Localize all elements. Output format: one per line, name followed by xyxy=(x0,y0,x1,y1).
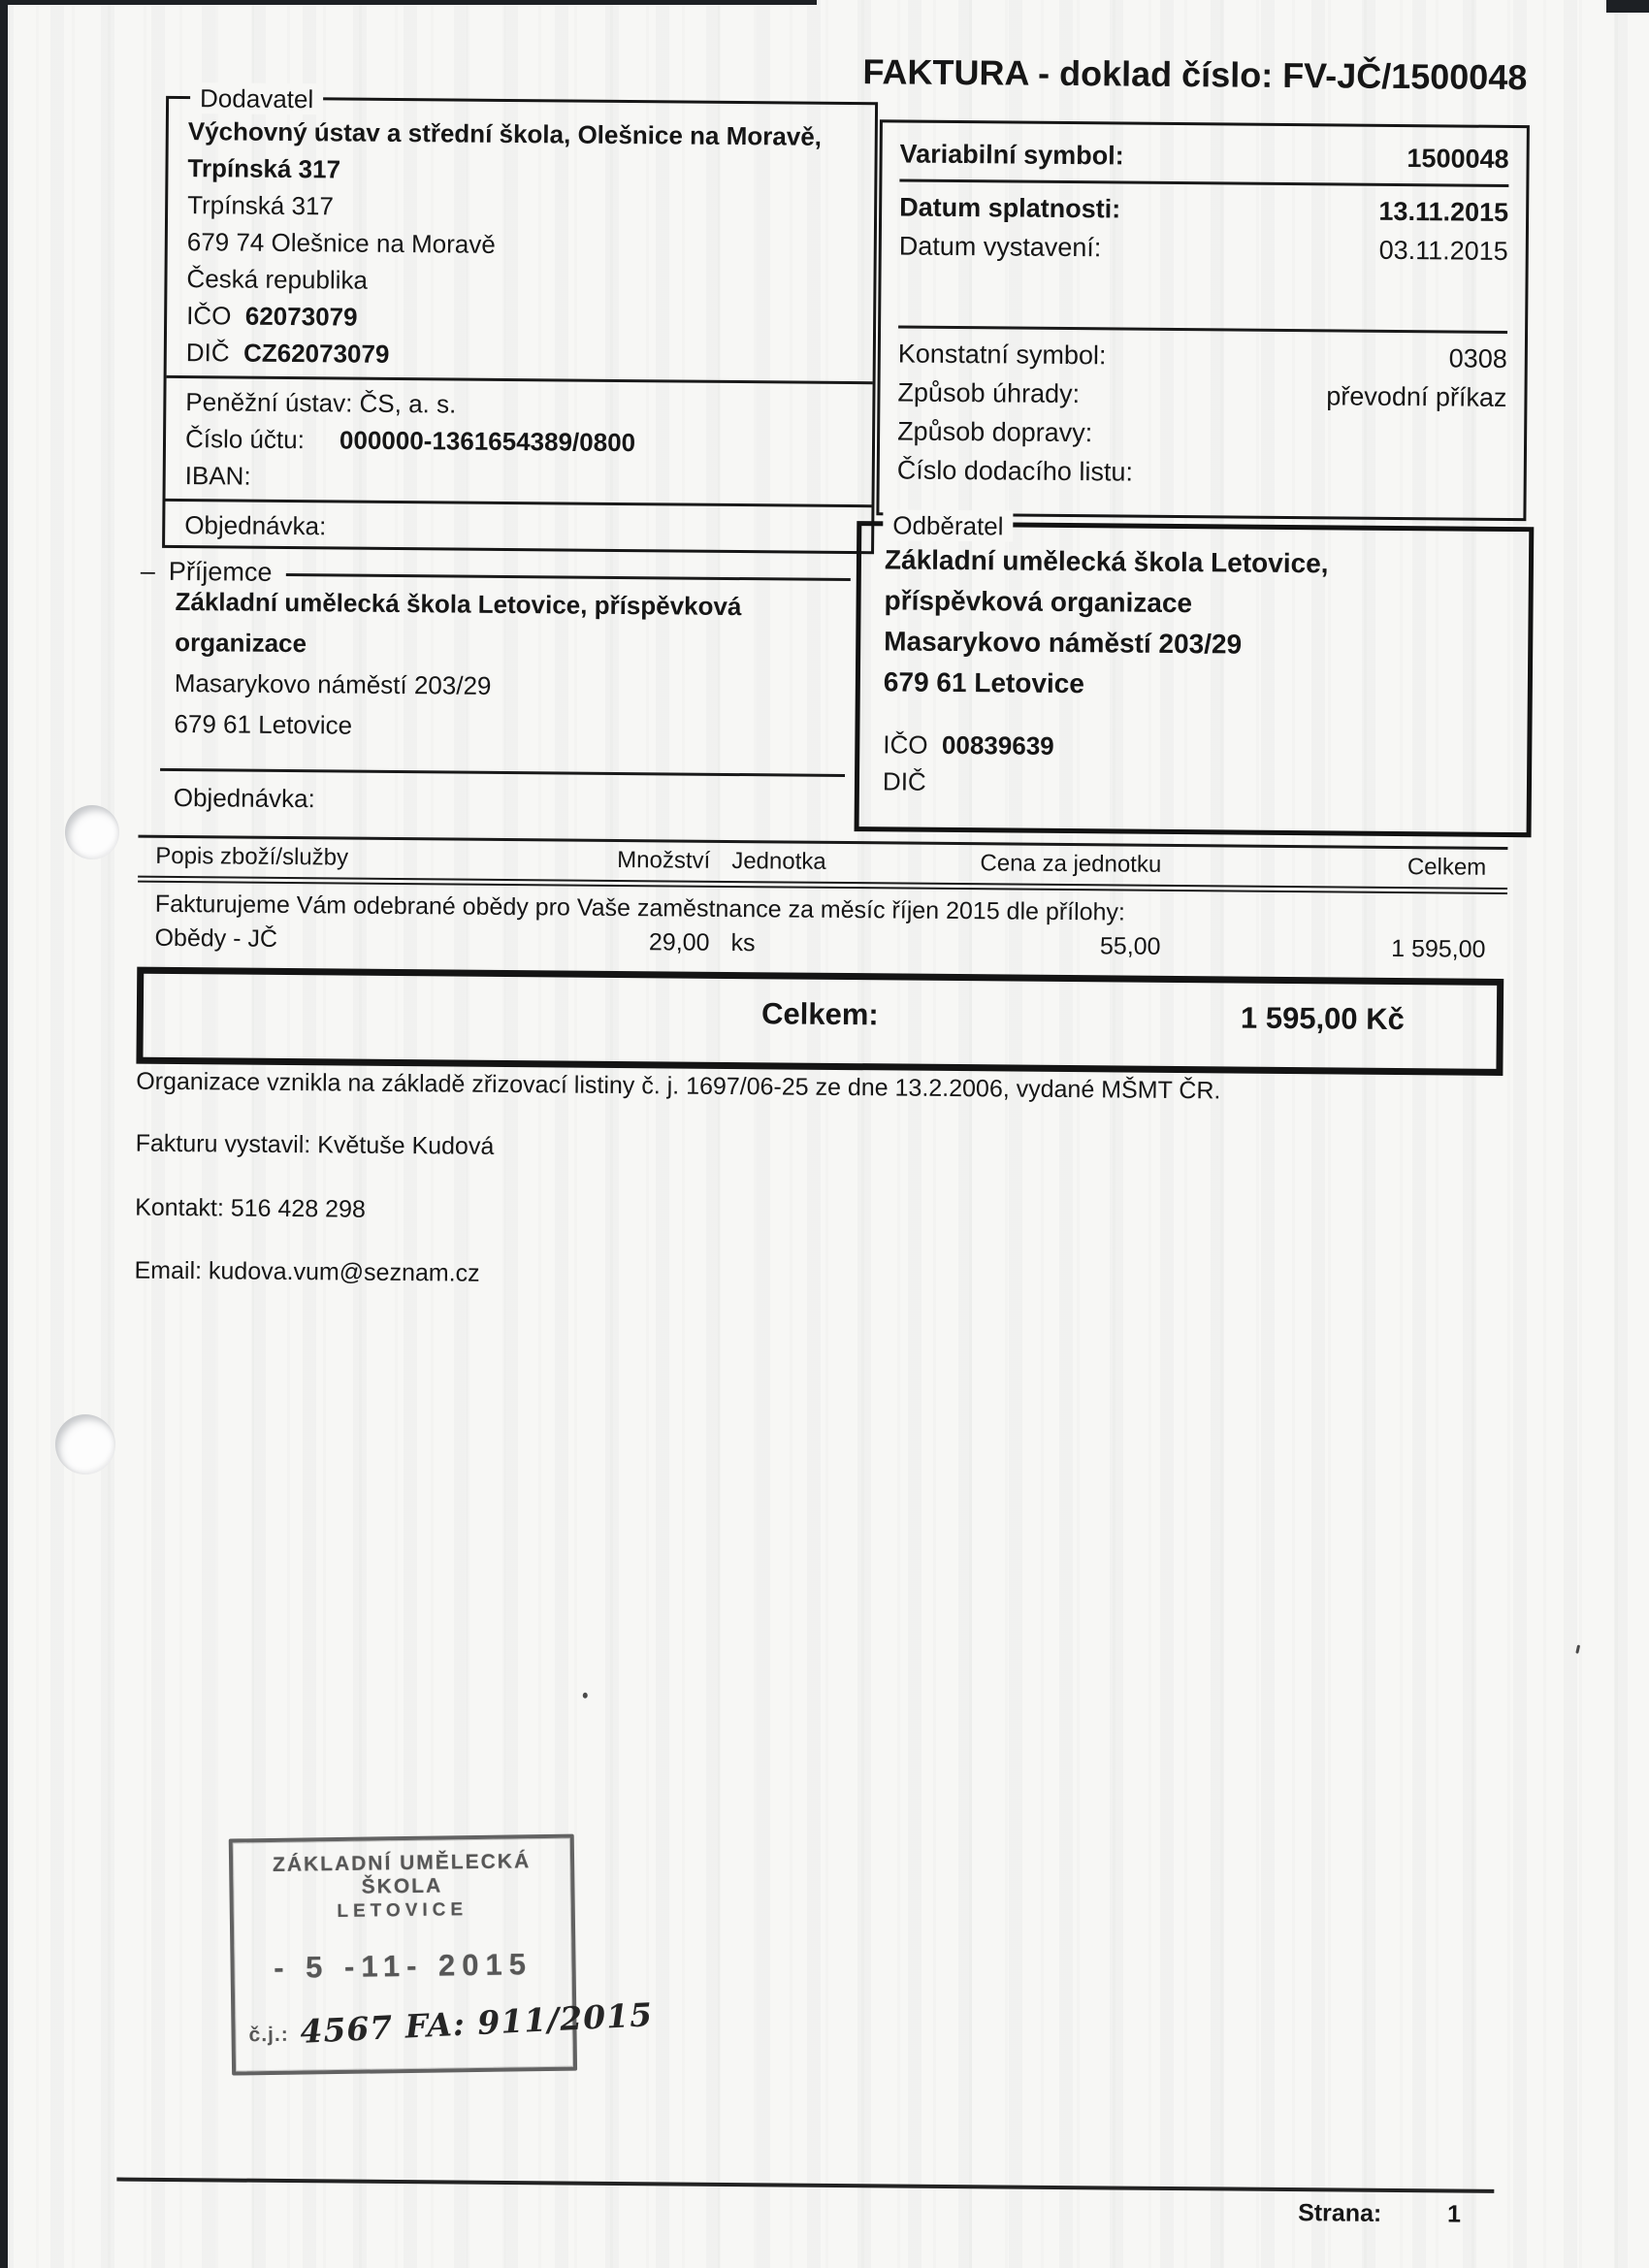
customer-box xyxy=(855,510,1535,837)
supplier-account-row xyxy=(185,420,853,463)
customer-ico-row xyxy=(883,726,1504,768)
recipient-name-line2: organizace xyxy=(175,627,307,659)
col-header-popis: Popis zboží/služby xyxy=(155,842,349,871)
col-header-mnozstvi: Množství xyxy=(617,846,711,874)
supplier-account-value: 000000-1361654389/0800 xyxy=(339,425,636,458)
ink-speck xyxy=(1575,1644,1580,1653)
item-celkem: 1 595,00 xyxy=(1391,934,1486,963)
items-table xyxy=(137,835,1507,964)
supplier-ico-label: IČO xyxy=(186,301,232,331)
variable-symbol-row xyxy=(899,134,1508,178)
supplier-name-line2: Trpínská 317 xyxy=(187,153,341,184)
divider xyxy=(167,375,873,384)
divider xyxy=(898,325,1507,333)
supplier-dic-value: CZ62073079 xyxy=(242,338,390,369)
customer-name-line1: Základní umělecká škola Letovice, xyxy=(884,544,1329,579)
stamp-ref-handwritten: 4567 FA: 911/2015 xyxy=(299,1995,655,2051)
page-label: Strana: xyxy=(1298,2199,1382,2227)
payment-method-row xyxy=(897,373,1506,416)
supplier-bank-value: ČS, a. s. xyxy=(359,388,457,419)
page-title: FAKTURA - doklad číslo: FV-JČ/1500048 xyxy=(862,51,1528,98)
variable-symbol-value: 1500048 xyxy=(1406,144,1509,174)
item-jednotka: ks xyxy=(730,928,756,957)
recipient-street: Masarykovo náměstí 203/29 xyxy=(174,667,492,700)
supplier-dic-label: DIČ xyxy=(185,338,230,368)
customer-dic-label: DIČ xyxy=(882,766,926,796)
customer-ico-label: IČO xyxy=(883,729,928,760)
issue-date-row xyxy=(899,226,1508,270)
variable-symbol-label: Variabilní symbol: xyxy=(899,139,1124,171)
ink-speck xyxy=(583,1693,588,1699)
due-date-value: 13.11.2015 xyxy=(1378,196,1509,227)
recipient-dash: – xyxy=(140,556,156,586)
item-mnozstvi: 29,00 xyxy=(648,928,710,956)
footer-rule xyxy=(116,2178,1494,2193)
supplier-bank-row xyxy=(185,383,853,426)
due-date-row xyxy=(899,187,1508,231)
item-popis: Obědy - JČ xyxy=(154,923,278,953)
divider xyxy=(899,178,1508,186)
supplier-account-label: Číslo účtu: xyxy=(184,424,306,455)
supplier-country: Česká republika xyxy=(186,264,369,295)
contact-note: Kontakt: 516 428 298 xyxy=(135,1193,366,1223)
recipient-name-line1: Základní umělecká škola Letovice, příspěvková xyxy=(175,586,742,622)
delivery-note-row xyxy=(897,450,1506,494)
table-note-row: Fakturujeme Vám odebrané obědy pro Vaše zaměstnance za měsíc říjen 2015 dle přílohy: xyxy=(154,890,1126,926)
supplier-ico-value: 62073079 xyxy=(244,301,358,332)
email-note: Email: kudova.vum@seznam.cz xyxy=(134,1256,480,1287)
total-value: 1 595,00 Kč xyxy=(1240,1000,1406,1037)
recipient-city: 679 61 Letovice xyxy=(174,708,353,740)
spacer xyxy=(898,265,1507,324)
customer-street: Masarykovo náměstí 203/29 xyxy=(884,626,1243,660)
constant-symbol-row xyxy=(898,334,1507,377)
customer-legend: Odběratel xyxy=(883,509,1013,541)
supplier-legend: Dodavatel xyxy=(190,82,323,114)
transport-row xyxy=(897,411,1506,455)
customer-dic-row xyxy=(883,762,1504,805)
total-box xyxy=(136,967,1504,1076)
constant-symbol-value: 0308 xyxy=(1448,343,1507,373)
stamp-ref-label: č.j.: xyxy=(248,2023,289,2047)
issued-by-note: Fakturu vystavil: Květuše Kudová xyxy=(135,1129,495,1160)
col-header-celkem: Celkem xyxy=(1406,854,1487,881)
supplier-iban-label: IBAN: xyxy=(184,461,251,491)
supplier-city: 679 74 Olešnice na Moravě xyxy=(186,227,496,259)
stamp-ref-row xyxy=(235,1995,655,2051)
recipient-block xyxy=(174,581,854,750)
due-date-label: Datum splatnosti: xyxy=(899,192,1121,224)
supplier-name-line1: Výchovný ústav a střední škola, Olešnice na Moravě, xyxy=(187,116,823,151)
issue-date-label: Datum vystavení: xyxy=(898,231,1102,263)
col-header-jednotka: Jednotka xyxy=(731,847,826,875)
customer-ico-value: 00839639 xyxy=(941,729,1054,761)
divider xyxy=(160,768,845,777)
transport-label: Způsob dopravy: xyxy=(897,416,1093,448)
recipient-legend-line xyxy=(285,573,850,581)
item-cena: 55,00 xyxy=(1099,932,1161,960)
constant-symbol-label: Konstatní symbol: xyxy=(897,339,1107,371)
supplier-order-label: Objednávka: xyxy=(184,510,327,541)
payment-method-label: Způsob úhrady: xyxy=(897,377,1081,409)
customer-city: 679 61 Letovice xyxy=(883,666,1085,699)
received-stamp xyxy=(229,1834,655,2076)
stamp-org-name: ZÁKLADNÍ UMĚLECKÁ ŠKOLA xyxy=(272,1850,532,1898)
supplier-dic-row xyxy=(186,334,854,376)
supplier-street: Trpínská 317 xyxy=(187,190,335,221)
stamp-date: - 5 -11- 2015 xyxy=(273,1947,534,1985)
divider xyxy=(165,499,871,507)
customer-name-line2: příspěvková organizace xyxy=(884,585,1193,619)
stamp-org-city: LETOVICE xyxy=(337,1899,469,1923)
supplier-bank-label: Peněžní ústav: xyxy=(185,387,353,418)
founding-note: Organizace vznikla na základě zřizovací listiny č. j. 1697/06-25 ze dne 13.2.2006, vydané MŠMT ČR. xyxy=(136,1067,1221,1105)
issue-date-value: 03.11.2015 xyxy=(1378,235,1508,266)
payment-info-box xyxy=(876,119,1530,521)
recipient-order-label: Objednávka: xyxy=(173,782,315,814)
delivery-note-label: Číslo dodacího listu: xyxy=(896,455,1134,487)
col-header-cena: Cena za jednotku xyxy=(980,850,1162,878)
page-number: 1 xyxy=(1447,2200,1462,2228)
payment-method-value: převodní příkaz xyxy=(1326,381,1507,412)
total-label: Celkem: xyxy=(760,996,879,1032)
recipient-legend: Příjemce xyxy=(168,556,273,587)
supplier-box xyxy=(162,83,878,554)
supplier-ico-row xyxy=(186,297,854,340)
